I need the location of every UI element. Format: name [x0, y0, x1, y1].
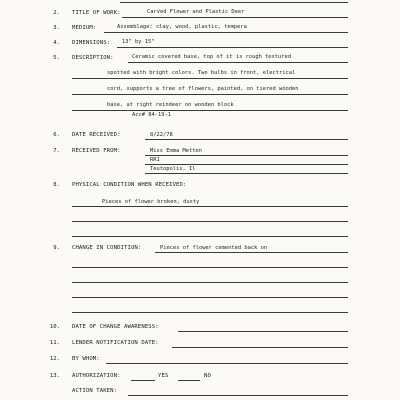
field-9-line-3: [72, 282, 348, 283]
field-5-line-3: [72, 94, 348, 95]
field-7-value-line-3: Teutopolis, Il: [150, 166, 196, 172]
field-12-line: [106, 363, 348, 364]
field-2-line: [122, 17, 348, 18]
field-9-number: 9.: [53, 245, 60, 251]
field-5-line-4: [72, 110, 348, 111]
field-3-value: Assemblage: clay, wood, plastic, tempera: [117, 24, 247, 30]
field-11-number: 11.: [49, 340, 60, 346]
field-13-label: AUTHORIZATION:: [72, 373, 121, 379]
field-9-line-2: [72, 267, 348, 268]
field-9-value: Pieces of flower cemented back on: [160, 245, 268, 251]
field-4-value: 13" by 15": [122, 39, 155, 45]
field-11-line: [172, 347, 348, 348]
field-3-label: MEDIUM:: [72, 25, 97, 31]
field-11-label: LENDER NOTIFICATION DATE:: [72, 340, 159, 346]
field-7-line-1: [145, 155, 348, 156]
field-5-value-line-3: cord, supports a tree of flowers, painted, on tiered wooden: [107, 86, 299, 92]
field-6-value: 8/22/78: [150, 132, 173, 138]
authorization-yes-label: YES: [158, 373, 169, 379]
field-12-label: BY WHOM:: [72, 356, 100, 362]
field-5-number: 5.: [53, 55, 60, 61]
field-8-number: 8.: [53, 182, 60, 188]
field-5-value-line-2: spotted with bright colors. Two bulbs in front, electrical: [107, 70, 296, 76]
field-3-line: [104, 32, 348, 33]
field-5-value-line-4: base, at right reindeer on wooden block: [107, 102, 234, 108]
authorization-yes-line: [131, 380, 155, 381]
field-9-line-4: [72, 297, 348, 298]
field-1-line: [120, 2, 348, 3]
field-8-label: PHYSICAL CONDITION WHEN RECEIVED:: [72, 182, 187, 188]
field-8-line-2: [72, 221, 348, 222]
field-5-line-2: [72, 78, 348, 79]
field-8-value: Pieces of flower broken, dusty: [102, 199, 200, 205]
field-7-line-2: [145, 164, 348, 165]
field-9-label: CHANGE IN CONDITION:: [72, 245, 142, 251]
field-2-label: TITLE OF WORK:: [72, 10, 121, 16]
field-7-number: 7.: [53, 148, 60, 154]
field-13-number: 13.: [49, 373, 60, 379]
field-8-line-1: [72, 206, 348, 207]
field-10-label: DATE OF CHANGE AWARENESS:: [72, 324, 159, 330]
field-9-line-5: [72, 312, 348, 313]
field-9-line-1: [155, 252, 348, 253]
field-8-line-3: [72, 236, 348, 237]
field-7-label: RECEIVED FROM:: [72, 148, 121, 154]
field-5-label: DESCRIPTION:: [72, 55, 114, 61]
field-6-number: 6.: [53, 132, 60, 138]
field-2-value: Carved Flower and Plastic Deer: [147, 9, 245, 15]
authorization-no-label: NO: [204, 373, 211, 379]
field-4-line: [117, 47, 348, 48]
action-taken-label: ACTION TAKEN:: [72, 388, 118, 394]
authorization-no-line: [178, 380, 200, 381]
field-4-number: 4.: [53, 40, 60, 46]
field-5-line-1: [128, 62, 348, 63]
field-2-number: 2.: [53, 10, 60, 16]
field-12-number: 12.: [49, 356, 60, 362]
field-5-value-line-1: Ceramic covered base, top of it is rough textured: [132, 54, 292, 60]
field-6-label: DATE RECEIVED:: [72, 132, 121, 138]
field-6-line: [145, 139, 348, 140]
field-5-value-line-5: Acc# 84-19-1: [132, 112, 171, 118]
field-10-number: 10.: [49, 324, 60, 330]
action-taken-line: [128, 395, 348, 396]
field-4-label: DIMENSIONS:: [72, 40, 111, 46]
field-7-value-line-1: Miss Emma Metten: [150, 148, 202, 154]
field-7-line-3: [145, 173, 348, 174]
field-10-line: [178, 331, 348, 332]
field-3-number: 3.: [53, 25, 60, 31]
field-7-value-line-2: RR1: [150, 157, 160, 163]
